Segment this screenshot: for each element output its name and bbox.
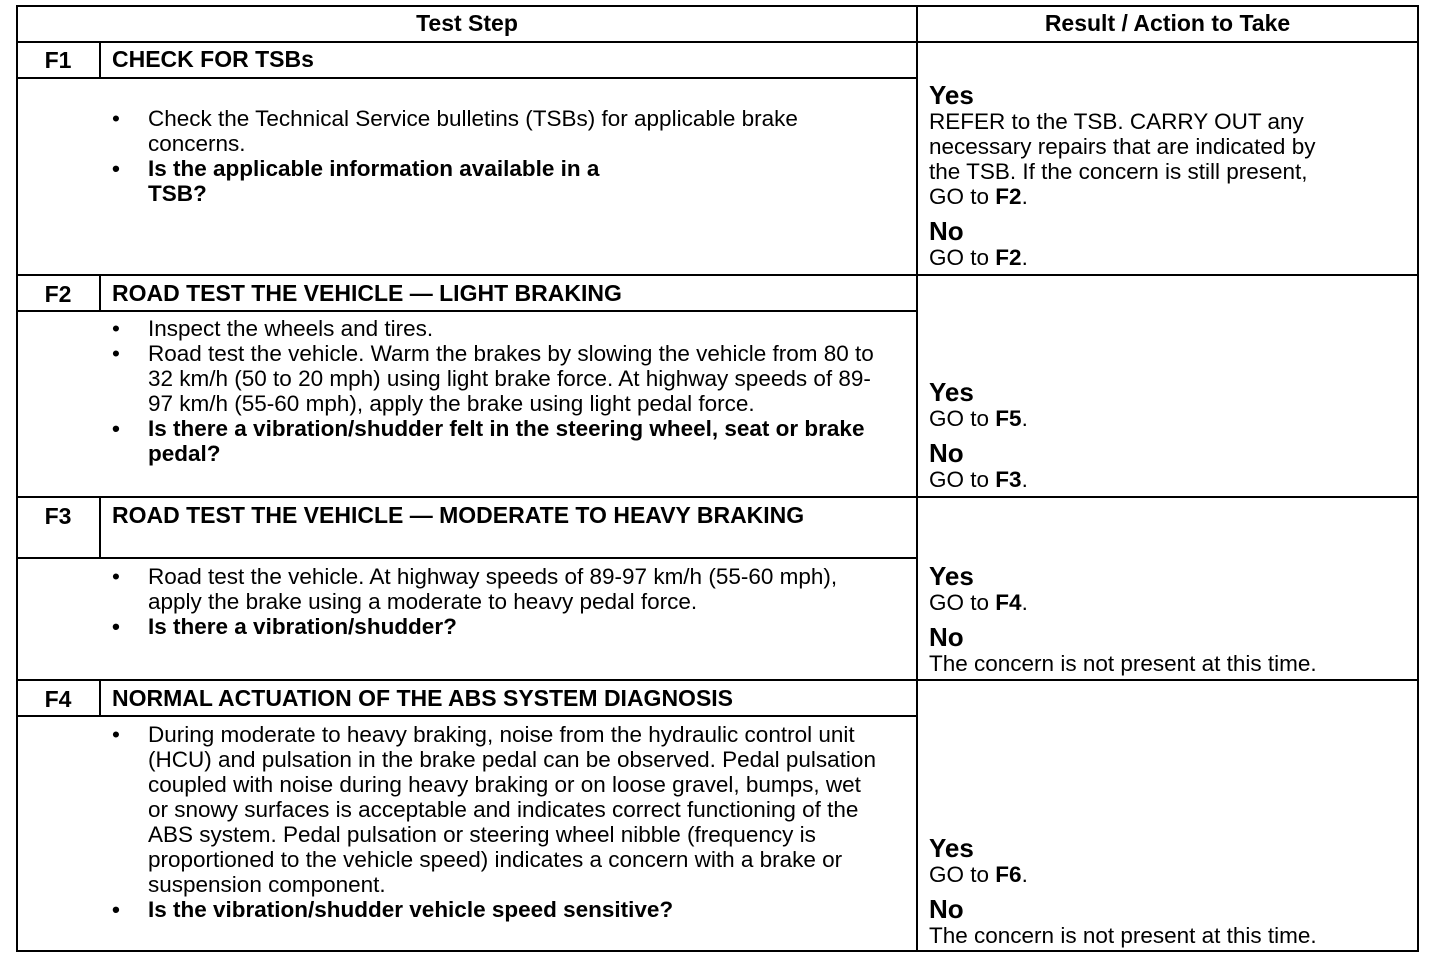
step-id-f2: F2 (44, 281, 72, 307)
step-question: • Is there a vibration/shudder felt in the steering wheel, seat or brake pedal? (110, 416, 880, 466)
yes-step-ref: F2 (995, 184, 1022, 209)
title-divider-f1 (16, 77, 918, 79)
result-f2 (929, 378, 1409, 492)
step-question: • Is the vibration/shudder vehicle speed sensitive? (110, 897, 885, 922)
column-divider (916, 5, 918, 952)
yes-label: Yes (929, 377, 974, 407)
yes-label: Yes (929, 833, 974, 863)
step-bullet: • Inspect the wheels and tires. (110, 316, 880, 341)
no-label: No (929, 216, 964, 246)
no-label: No (929, 894, 964, 924)
row-divider-f2 (16, 496, 1419, 498)
header-divider (16, 41, 1419, 43)
title-divider-f4 (16, 715, 918, 717)
title-divider-f3 (16, 557, 918, 559)
no-action: The concern is not present at this time. (929, 651, 1317, 676)
step-bullets-f2 (110, 316, 880, 466)
step-bullet: • During moderate to heavy braking, noise from the hydraulic control unit (HCU) and pulsation in the brake pedal can be observed. Pedal pulsation coupled with noise during heavy braking or on loose gravel, bumps, wet or snowy surfaces is acceptable and indicates correct functioning of the ABS system. Pedal pulsation or steering wheel nibble (frequency is proportioned to the vehicle speed) indicates a concern with a brake or suspension component. (110, 722, 885, 897)
result-f1 (929, 81, 1409, 270)
step-question: • Is the applicable information available in a TSB? (110, 156, 840, 206)
step-bullet: • Road test the vehicle. At highway speeds of 89-97 km/h (55-60 mph), apply the brake using a moderate to heavy pedal force. (110, 564, 880, 614)
step-bullets-f4 (110, 722, 885, 922)
step-bullets-f3 (110, 564, 880, 639)
step-id-f4: F4 (44, 686, 72, 712)
header-result-action: Result / Action to Take (1044, 10, 1291, 36)
title-divider-f2 (16, 310, 918, 312)
id-divider-f2 (99, 274, 101, 312)
border-bottom (16, 950, 1419, 952)
step-question: • Is there a vibration/shudder? (110, 614, 880, 639)
yes-step-ref: F5 (995, 406, 1022, 431)
no-label: No (929, 622, 964, 652)
yes-action: GO to F4. (929, 590, 1028, 615)
border-right (1417, 5, 1419, 952)
result-f3 (929, 562, 1409, 676)
yes-label: Yes (929, 80, 974, 110)
step-bullet: • Road test the vehicle. Warm the brakes by slowing the vehicle from 80 to 32 km/h (50 to 20 mph) using light brake force. At highway speeds of 89-97 km/h (55-60 mph), apply the brake using light pedal force. (110, 341, 880, 416)
id-divider-f3 (99, 496, 101, 558)
no-label: No (929, 438, 964, 468)
no-step-ref: F2 (995, 245, 1022, 270)
step-title-f3: ROAD TEST THE VEHICLE — MODERATE TO HEAVY BRAKING (112, 502, 805, 528)
step-title-f1: CHECK FOR TSBs (112, 46, 314, 72)
yes-action: GO to F5. (929, 406, 1028, 431)
step-id-f3: F3 (44, 503, 72, 529)
border-left (16, 5, 18, 952)
step-bullets-f1 (110, 106, 840, 206)
id-divider-f4 (99, 679, 101, 716)
no-action: GO to F3. (929, 467, 1028, 492)
result-f4 (929, 834, 1409, 948)
no-action: The concern is not present at this time. (929, 923, 1317, 948)
row-divider-f1 (16, 274, 1419, 276)
step-id-f1: F1 (44, 47, 72, 73)
border-top (16, 5, 1419, 7)
yes-label: Yes (929, 561, 974, 591)
step-bullet: • Check the Technical Service bulletins (TSBs) for applicable brake concerns. (110, 106, 840, 156)
no-action: GO to F2. (929, 245, 1028, 270)
yes-action: REFER to the TSB. CARRY OUT any necessary repairs that are indicated by the TSB. If the concern is still present, GO to F2. (929, 109, 1316, 209)
row-divider-f3 (16, 679, 1419, 681)
step-title-f2: ROAD TEST THE VEHICLE — LIGHT BRAKING (112, 280, 622, 306)
header-test-step: Test Step (416, 10, 518, 36)
step-title-f4: NORMAL ACTUATION OF THE ABS SYSTEM DIAGNOSIS (112, 685, 734, 711)
no-step-ref: F3 (995, 467, 1022, 492)
id-divider-f1 (99, 41, 101, 78)
yes-step-ref: F4 (995, 590, 1022, 615)
yes-action: GO to F6. (929, 862, 1028, 887)
yes-step-ref: F6 (995, 862, 1022, 887)
